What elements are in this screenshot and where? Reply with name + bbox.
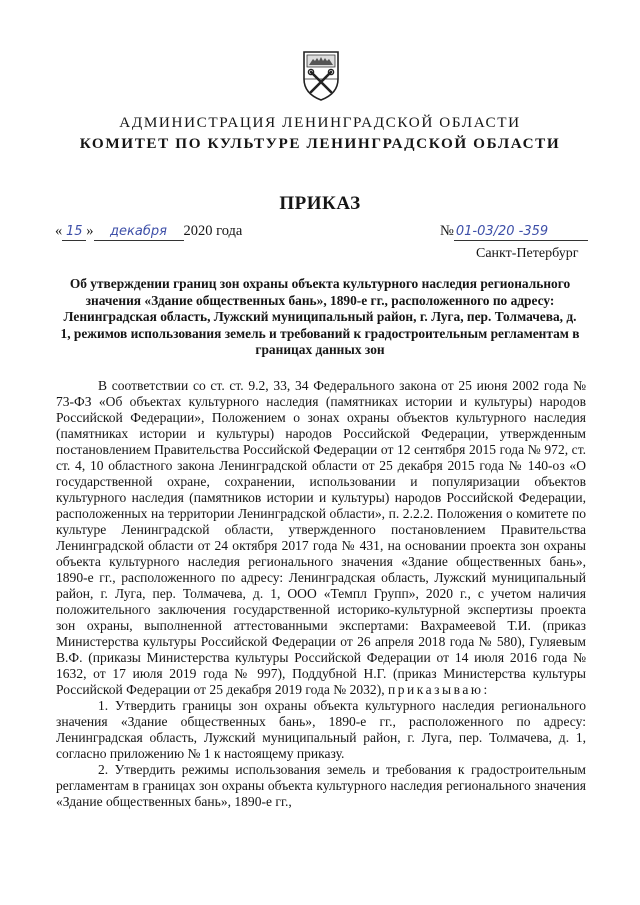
document-body	[56, 378, 586, 810]
number-sign: №	[440, 223, 454, 239]
organization-name: АДМИНИСТРАЦИЯ ЛЕНИНГРАДСКОЙ ОБЛАСТИ	[119, 114, 521, 131]
preamble-text: В соответствии со ст. ст. 9.2, 33, 34 Федерального закона от 25 июня 2002 года № 73-ФЗ «Об объектах культурного наследия (памятниках истории и культуры) народов Российской Федерации», Положением о зонах охраны объектов культурного наследия (памятниках истории и культуры) народов Российской Федерации, утвержденным постановлением Правительства Российской Федерации от 12 сентября 2015 года № 972, ст. ст. 4, 10 областного закона Ленинградской области от 25 декабря 2015 года № 140-оз «О государственной охране, сохранении, использовании и популяризации объектов культурного наследия (памятников истории и культуры) народов Российской Федерации, расположенных на территории Ленинградской области», п. 2.2.2. Положения о комитете по культуре Ленинградской области, утвержденного постановлением Правительства Ленинградской области от 24 октября 2017 года № 431, на основании проекта зон охраны объекта культурного наследия регионального значения «Здание общественных бань», 1890-е гг., расположенного по адресу: Ленинградская область, Лужский муниципальный район, г. Луга, пер. Толмачева, д. 1, ООО «Темпл Групп», 2020 г., с учетом наличия положительного заключения государственной историко-культурной экспертизы проекта зон охраны, выполненной аттестованными экспертами: Вахрамеевой Т.И. (приказ Министерства культуры Российской Федерации от 26 апреля 2018 года № 580), Гуляевым В.Ф. (приказы Министерства культуры Российской Федерации от 14 июля 2016 года № 1632, от 17 июля 2019 года № 997), Поддубной Н.Г. (приказ Министерства культуры Российской Федерации от 25 декабря 2019 года № 2032),	[56, 378, 586, 697]
date-year: 2020 года	[183, 223, 243, 239]
document-subject: Об утверждении границ зон охраны объекта культурного наследия регионального значения «Здание общественных бань», 1890-е гг., расположенного по адресу: Ленинградская область, Лужский муниципальный район, г. Луга, пер. Толмачева, д. 1, режимов использования земель и требований к градостроительным регламентам в границах данных зон	[60, 276, 580, 358]
date-open-quote: «	[55, 223, 63, 239]
document-number	[440, 223, 588, 241]
number-handwritten: 01-03/20 -359	[454, 224, 588, 241]
date-day-handwritten: 15	[62, 224, 86, 241]
date-month-handwritten: декабря	[94, 224, 184, 241]
committee-name: КОМИТЕТ ПО КУЛЬТУРЕ ЛЕНИНГРАДСКОЙ ОБЛАСТИ	[79, 135, 561, 152]
body-paragraph-item-1: 1. Утвердить границы зон охраны объекта культурного наследия регионального значения «Здание общественных бань», 1890-е гг., расположенного по адресу: Ленинградская область, Лужский муниципальный район, г. Луга, пер. Толмачева, д. 1, согласно приложению № 1 к настоящему приказу.	[56, 698, 586, 761]
order-word: приказываю:	[388, 682, 490, 697]
date-close-quote: »	[86, 223, 94, 239]
document-title: ПРИКАЗ	[279, 193, 361, 214]
document-place: Санкт-Петербург	[476, 246, 579, 261]
document-date	[55, 223, 242, 241]
coat-of-arms-icon	[301, 49, 341, 101]
body-paragraph-item-2: 2. Утвердить режимы использования земель и требования к градостроительным регламентам в границах зон охраны объекта культурного наследия регионального значения «Здание общественных бань», 1890-е гг.,	[56, 762, 586, 809]
body-paragraph-preamble	[56, 378, 586, 698]
